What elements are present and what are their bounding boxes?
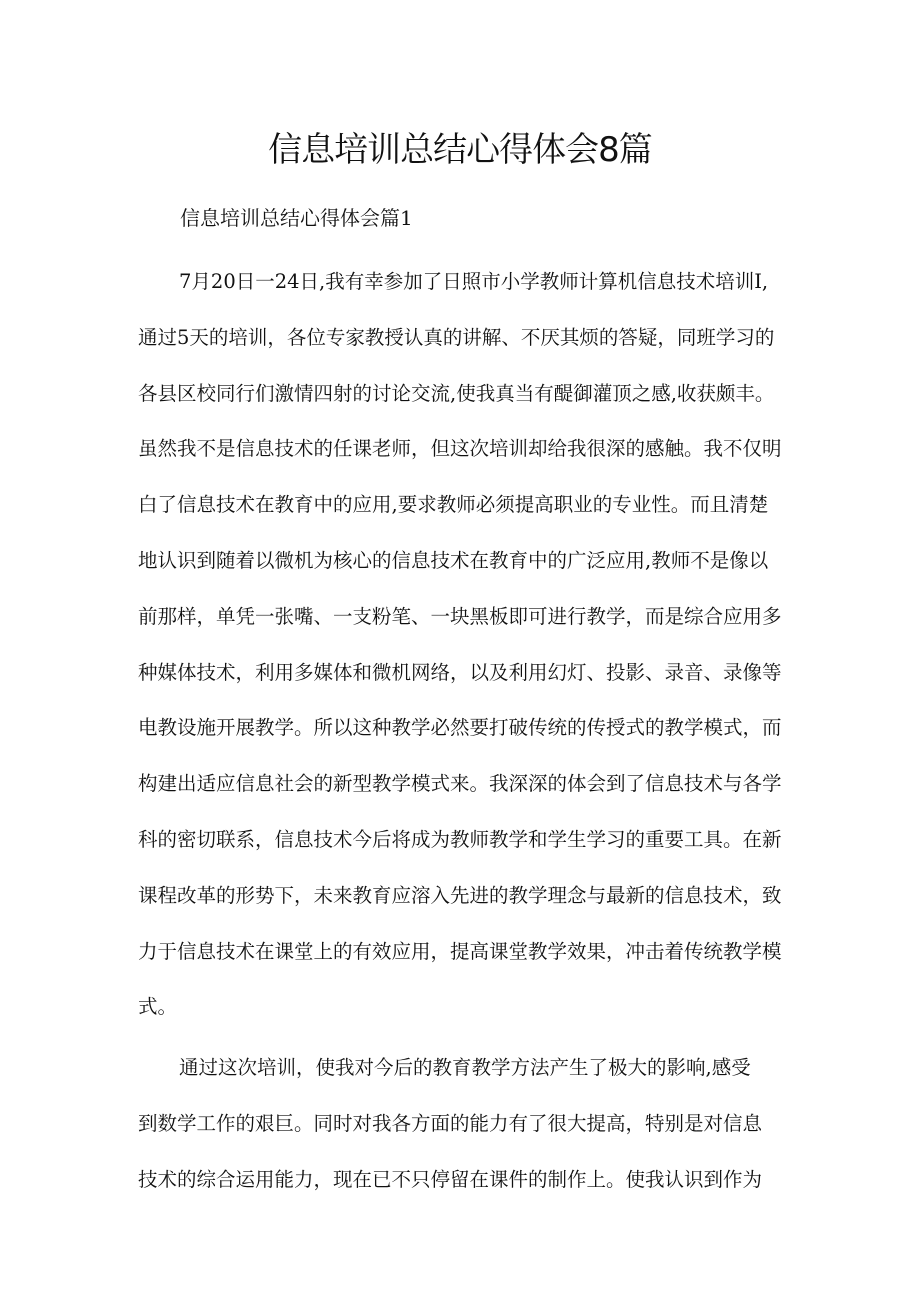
paragraph-line: 通过5天的培训，各位专家教授认真的讲解、不厌其烦的答疑，同班学习的 xyxy=(138,325,775,349)
paragraph-line: 各县区校同行们激情四射的讨论交流,使我真当有醍御灌顶之感,收获颇丰。 xyxy=(138,381,775,405)
section-heading: 信息培训总结心得体会篇1 xyxy=(180,206,413,230)
paragraph-line: 技术的综合运用能力，现在已不只停留在课件的制作上。使我认识到作为 xyxy=(138,1167,763,1191)
paragraph-line: 前那样，单凭一张嘴、一支粉笔、一块黑板即可进行教学，而是综合应用多 xyxy=(138,604,782,628)
paragraph-line: 到数学工作的艰巨。同时对我各方面的能力有了很大提高，特别是对信息 xyxy=(138,1111,763,1135)
paragraph-line: 种媒体技术，利用多媒体和微机网络，以及利用幻灯、投影、录音、录像等 xyxy=(138,660,782,684)
paragraph-line: 地认识到随着以微机为核心的信息技术在教育中的广泛应用,教师不是像以 xyxy=(138,548,769,572)
paragraph-line: 课程改革的形势下，未来教育应溶入先进的教学理念与最新的信息技术，致 xyxy=(138,883,782,907)
paragraph-line: 力于信息技术在课堂上的有效应用，提高课堂教学效果，冲击着传统教学模 xyxy=(138,939,782,963)
paragraph-line: 构建出适应信息社会的新型教学模式来。我深深的体会到了信息技术与各学 xyxy=(138,772,782,796)
paragraph-line: 通过这次培训，使我对今后的教育教学方法产生了极大的影响,感受 xyxy=(179,1056,751,1079)
paragraph-line: 虽然我不是信息技术的任课老师，但这次培训却给我很深的感触。我不仅明 xyxy=(138,437,782,461)
paragraph-line: 白了信息技术在教育中的应用,要求教师必须提高职业的专业性。而且清楚 xyxy=(138,493,769,517)
document-title: 信息培训总结心得体会8篇 xyxy=(268,130,652,170)
paragraph-line: 式。 xyxy=(138,995,178,1019)
paragraph-1 xyxy=(138,254,798,1035)
paragraph-2 xyxy=(138,1040,798,1207)
paragraph-line: 电教设施开展教学。所以这种教学必然要打破传统的传授式的教学模式，而 xyxy=(138,716,782,740)
paragraph-line: 科的密切联系，信息技术今后将成为教师教学和学生学习的重要工具。在新 xyxy=(138,827,782,851)
paragraph-line: 7月20日一24日,我有幸参加了日照市小学教师计算机信息技术培训I, xyxy=(179,270,769,293)
